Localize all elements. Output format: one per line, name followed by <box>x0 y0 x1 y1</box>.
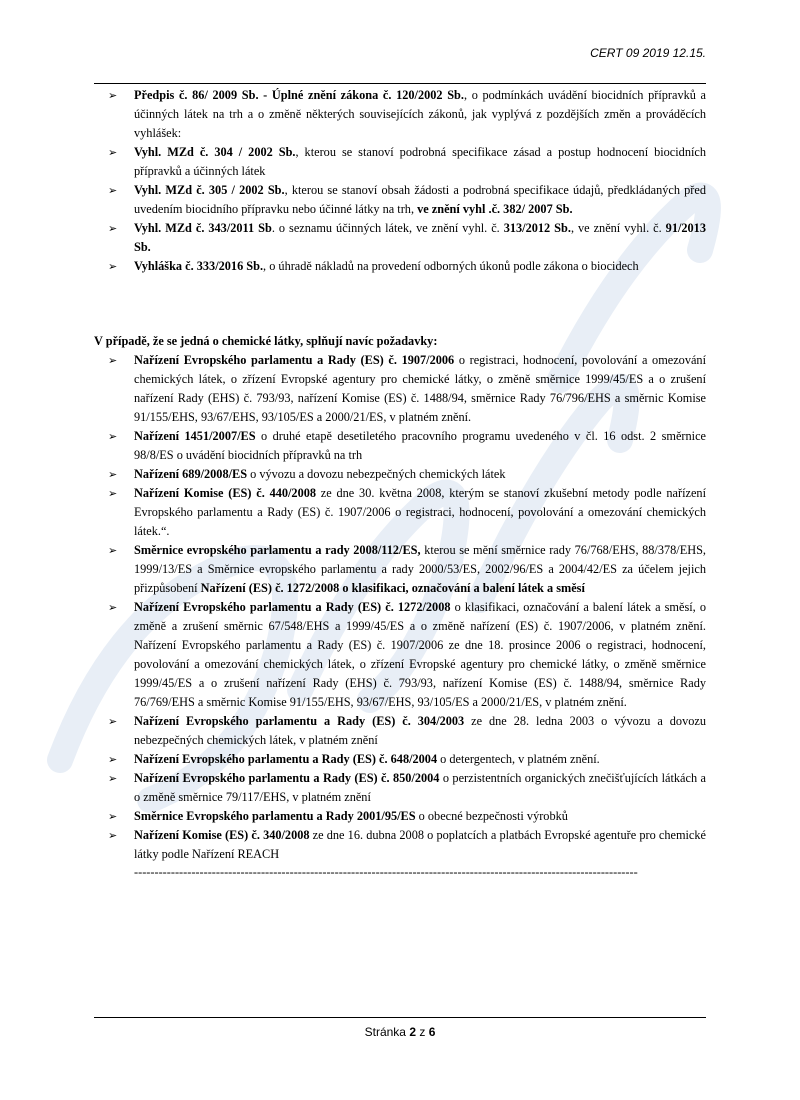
regulation-text: , ve znění vyhl. č. <box>570 221 666 235</box>
regulation-item <box>94 750 706 769</box>
regulation-item <box>94 181 706 219</box>
regulation-title: Vyhl. MZd č. 305 / 2002 Sb. <box>134 183 285 197</box>
section-intro: V případě, že se jedná o chemické látky, splňují navíc požadavky: <box>94 334 438 348</box>
footer-page-total: 6 <box>428 1025 436 1039</box>
regulation-title: Vyhl. MZd č. 343/2011 Sb <box>134 221 272 235</box>
arrowhead-bullet-icon: ➢ <box>108 753 118 766</box>
footer-prefix: Stránka <box>364 1025 406 1039</box>
regulation-title: Nařízení 1451/2007/ES <box>134 429 256 443</box>
arrowhead-bullet-icon: ➢ <box>108 430 118 443</box>
regulation-text: o klasifikaci, označování a balení látek a směsí, o změně a zrušení směrnic 67/548/EHS a 1999/45/ES a o změně nařízení (ES) č. 1907/2006, v platném znění. Nařízení Evropského parlamentu a Rady (ES) č. 1907/2006 ze dne 18. prosince 2006 o registraci, hodnocení, povolování a omezování chemických látek, o zřízení Evropské agentury pro chemické látky, o změně směrnice 1999/45/ES a o zrušení nařízení Rady (EHS) č. 793/93, nařízení Komise (ES) č. 1488/94, směrnice Rady 76/769/EHS a směrnic Komise 91/155/EHS, 93/67/EHS, 93/105/ES a 2000/21/ES, v platném znění. <box>134 600 706 709</box>
arrowhead-bullet-icon: ➢ <box>108 146 118 159</box>
arrowhead-bullet-icon: ➢ <box>108 89 118 102</box>
regulation-title: Nařízení Komise (ES) č. 440/2008 <box>134 486 317 500</box>
page-footer <box>0 1025 800 1039</box>
regulation-title: Vyhl. MZd č. 304 / 2002 Sb. <box>134 145 296 159</box>
regulation-text: , kterou se stanoví obsah žádosti a podrobná specifikace údajů, předkládaných před uvedením biocidního přípravku nebo účinné látky na trh, <box>134 183 707 216</box>
regulation-title: Nařízení Evropského parlamentu a Rady (ES) č. 1907/2006 <box>134 353 455 367</box>
footer-separator: z <box>419 1025 426 1039</box>
regulation-item <box>94 257 706 276</box>
regulation-text: , o podmínkách uvádění biocidních přípravků a účinných látek na trh a o změně některých souvisejících zákonů, jak vyplývá z pozdějších změn a prováděcích vyhlášek: <box>134 88 707 140</box>
page-content <box>94 86 706 881</box>
regulation-text: ze dne 30. května 2008, kterým se stanoví zkušební metody podle nařízení Evropského parlamentu a Rady (ES) č. 1907/2006 o registraci, hodnocení, povolování a omezování chemických látek.“. <box>134 486 706 538</box>
regulation-item <box>94 484 706 541</box>
arrowhead-bullet-icon: ➢ <box>108 810 118 823</box>
regulation-title: ve znění vyhl .č. 382/ 2007 Sb. <box>417 202 573 216</box>
regulation-text: o perzistentních organických znečišťujících látkách a o změně směrnice 79/117/EHS, v platném znění <box>134 771 706 804</box>
separator-dashes: --------------------------------------------------------------------------------------------------------------------------- <box>134 865 638 879</box>
arrowhead-bullet-icon: ➢ <box>108 601 118 614</box>
regulation-text: ze dne 16. dubna 2008 o poplatcích a platbách Evropské agentuře pro chemické látky podle Nařízení REACH <box>134 828 706 861</box>
arrowhead-bullet-icon: ➢ <box>108 544 118 557</box>
regulation-title: Nařízení 689/2008/ES <box>134 467 248 481</box>
footer-page-number: 2 <box>409 1025 416 1039</box>
arrowhead-bullet-icon: ➢ <box>108 829 118 842</box>
header-rule <box>94 83 706 84</box>
regulation-text: o druhé etapě desetiletého pracovního programu uvedeného v čl. 16 odst. 2 směrnice 98/8/ES o uvádění biocidních přípravků na trh <box>134 429 706 462</box>
regulation-text: kterou se mění směrnice rady 76/768/EHS, 88/378/EHS, 1999/13/ES a Směrnice evropského parlamentu a rady 2000/53/ES, 2002/96/ES a 2004/42/ES za účelem jejich přizpůsobení <box>134 543 706 595</box>
regulation-title: Směrnice Evropského parlamentu a Rady 2001/95/ES <box>134 809 416 823</box>
regulation-text: . o seznamu účinných látek, ve znění vyhl. č. <box>271 221 504 235</box>
arrowhead-bullet-icon: ➢ <box>108 354 118 367</box>
arrowhead-bullet-icon: ➢ <box>108 772 118 785</box>
regulation-text: o detergentech, v platném znění. <box>437 752 600 766</box>
arrowhead-bullet-icon: ➢ <box>108 487 118 500</box>
regulation-title: Vyhláška č. 333/2016 Sb. <box>134 259 264 273</box>
arrowhead-bullet-icon: ➢ <box>108 468 118 481</box>
regulation-text: o vývozu a dovozu nebezpečných chemických látek <box>247 467 506 481</box>
regulation-item <box>94 351 706 427</box>
regulation-item <box>94 712 706 750</box>
regulation-item <box>94 769 706 807</box>
regulation-title: Nařízení (ES) č. 1272/2008 o klasifikaci, označování a balení látek a směsí <box>200 581 585 595</box>
regulation-title: Směrnice evropského parlamentu a rady 2008/112/ES, <box>134 543 421 557</box>
arrowhead-bullet-icon: ➢ <box>108 260 118 273</box>
regulation-title: Nařízení Evropského parlamentu a Rady (ES) č. 1272/2008 <box>134 600 451 614</box>
regulation-title: 91/2013 Sb. <box>134 221 706 254</box>
regulation-item <box>94 541 706 598</box>
regulation-item <box>94 143 706 181</box>
regulation-item <box>94 598 706 712</box>
arrowhead-bullet-icon: ➢ <box>108 184 118 197</box>
arrowhead-bullet-icon: ➢ <box>108 715 118 728</box>
regulation-text: o obecné bezpečnosti výrobků <box>415 809 568 823</box>
regulation-text: o registraci, hodnocení, povolování a omezování chemických látek, o zřízení Evropské agentury pro chemické látky, o změně směrnice 1999/45/ES a o zrušení nařízení Rady (EHS) č. 793/93, nařízení Komise (ES) č. 1488/94, směrnice Rady 76/796/EHS a směrnic Komise 91/155/EHS, 93/67/EHS, 93/105/ES a 2000/21/ES, v platném znění. <box>134 353 706 424</box>
regulation-text: ze dne 28. ledna 2003 o vývozu a dovozu nebezpečných chemických látek, v platném znění <box>134 714 706 747</box>
biocide-regulations-list <box>94 86 706 276</box>
regulation-title: Předpis č. 86/ 2009 Sb. - Úplné znění zákona č. 120/2002 Sb. <box>134 88 464 102</box>
regulation-item <box>94 86 706 143</box>
regulation-title: Nařízení Evropského parlamentu a Rady (ES) č. 850/2004 <box>134 771 440 785</box>
regulation-item <box>94 219 706 257</box>
regulation-text: , kterou se stanoví podrobná specifikace zásad a postup hodnocení biocidních přípravků a účinných látek <box>134 145 706 178</box>
document-reference: CERT 09 2019 12.15. <box>590 46 706 60</box>
regulation-title: Nařízení Evropského parlamentu a Rady (ES) č. 648/2004 <box>134 752 438 766</box>
regulation-item <box>94 807 706 826</box>
regulation-title: 313/2012 Sb. <box>503 221 571 235</box>
chemical-regulations-list <box>94 351 706 864</box>
regulation-text: , o úhradě nákladů na provedení odborných úkonů podle zákona o biocidech <box>263 259 639 273</box>
footer-rule <box>94 1017 706 1018</box>
regulation-title: Nařízení Komise (ES) č. 340/2008 <box>134 828 310 842</box>
regulation-item <box>94 826 706 864</box>
regulation-item <box>94 427 706 465</box>
arrowhead-bullet-icon: ➢ <box>108 222 118 235</box>
regulation-item <box>94 465 706 484</box>
regulation-title: Nařízení Evropského parlamentu a Rady (ES) č. 304/2003 <box>134 714 465 728</box>
